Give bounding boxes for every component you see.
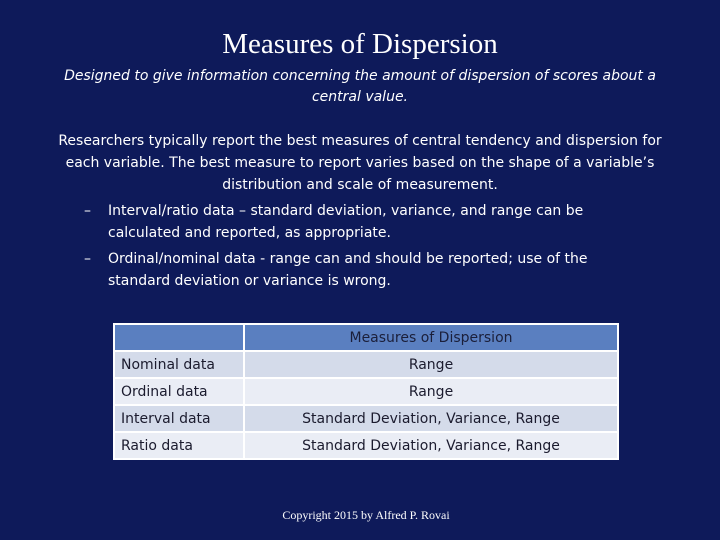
table-row	[114, 432, 618, 459]
bullet-text: Ordinal/nominal data - range can and should be reported; use of the standard deviation or variance is wrong.	[108, 251, 588, 289]
row-value: Range	[244, 351, 618, 378]
copyright-footer: Copyright 2015 by Alfred P. Rovai	[282, 508, 450, 522]
bullet-dash: –	[84, 251, 91, 267]
bullet-text: Interval/ratio data – standard deviation, variance, and range can be calculated and reported, as appropriate.	[108, 203, 584, 241]
table-row	[114, 351, 618, 378]
bullet-dash: –	[84, 203, 91, 219]
row-label: Nominal data	[114, 351, 244, 378]
table-header-row	[114, 324, 618, 351]
body-paragraph: Researchers typically report the best measures of central tendency and dispersion for each variable. The best measure to report varies based on the shape of a variable’s distribution and scale of measurement.	[58, 133, 662, 193]
bullet-item-ordinal-nominal	[84, 248, 644, 292]
slide-subtitle: Designed to give information concerning the amount of dispersion of scores about a central value.	[64, 68, 656, 105]
row-value: Standard Deviation, Variance, Range	[244, 405, 618, 432]
row-label: Ratio data	[114, 432, 244, 459]
row-value: Standard Deviation, Variance, Range	[244, 432, 618, 459]
row-value: Range	[244, 378, 618, 405]
table-header-cell-empty	[114, 324, 244, 351]
table-row	[114, 378, 618, 405]
bullet-list	[84, 200, 644, 296]
table-row	[114, 405, 618, 432]
slide-title: Measures of Dispersion	[222, 28, 498, 60]
dispersion-table	[113, 323, 619, 460]
table-header-cell-title: Measures of Dispersion	[244, 324, 618, 351]
row-label: Interval data	[114, 405, 244, 432]
bullet-item-interval-ratio	[84, 200, 644, 244]
row-label: Ordinal data	[114, 378, 244, 405]
